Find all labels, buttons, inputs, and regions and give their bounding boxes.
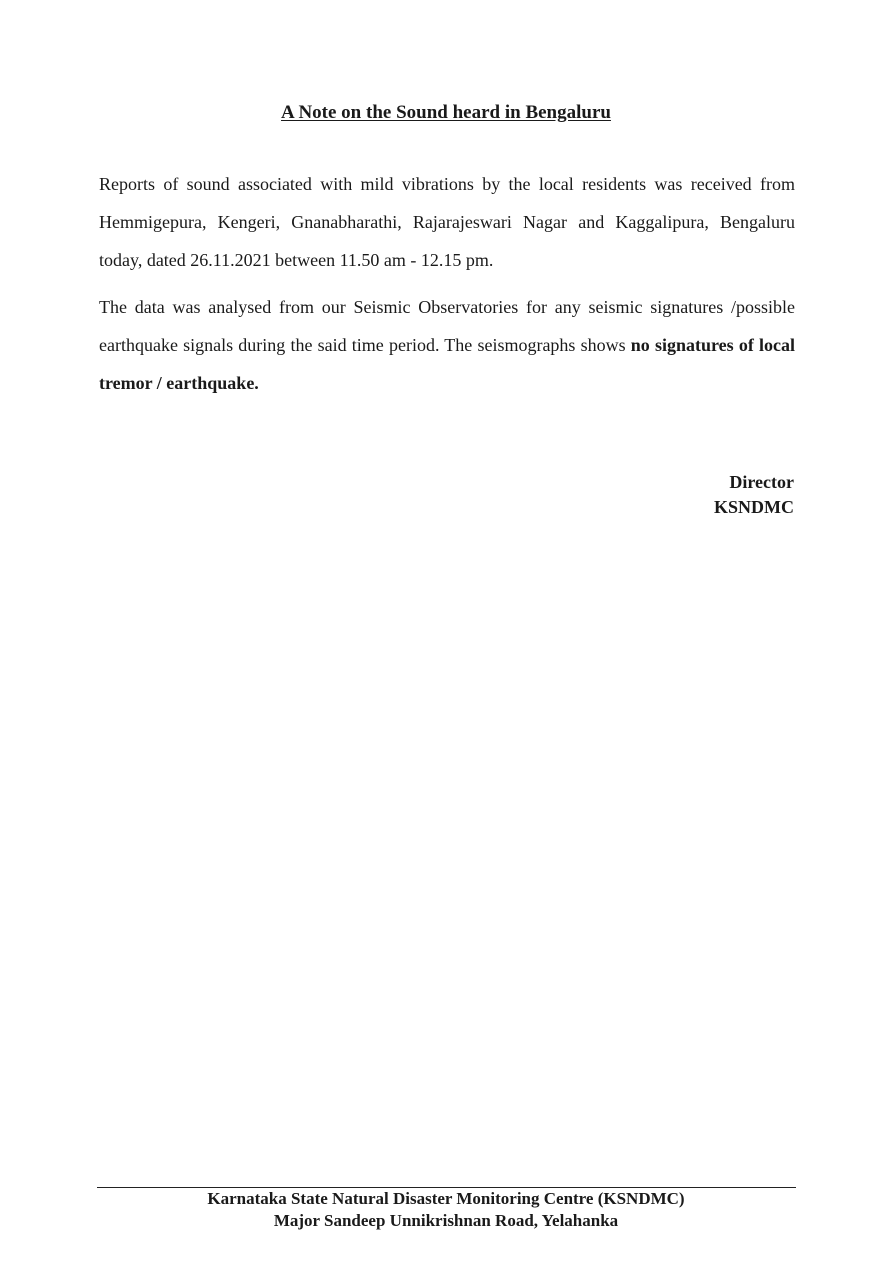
signature-block	[714, 470, 794, 520]
footer	[0, 1188, 886, 1232]
footer-address: Major Sandeep Unnikrishnan Road, Yelahanka	[273, 1211, 619, 1230]
paragraph-analysis	[99, 288, 795, 402]
paragraph-reports: Reports of sound associated with mild vibrations by the local residents was received from Hemmigepura, Kengeri, Gnanabharathi, Rajarajeswari Nagar and Kaggalipura, Bengaluru today, dated 26.11.2021 between 11.50 am - 12.15 pm.	[99, 174, 795, 270]
paragraph-analysis-conclusion: no signatures of local tremor / earthquake.	[99, 335, 795, 393]
signatory-title: Director	[729, 472, 794, 492]
paragraph-analysis-text: The data was analysed from our Seismic Observatories for any seismic signatures /possible earthquake signals during the said time period. The seismographs shows	[99, 297, 795, 355]
document-title: A Note on the Sound heard in Bengaluru	[281, 102, 611, 123]
footer-org-name: Karnataka State Natural Disaster Monitoring Centre (KSNDMC)	[207, 1189, 685, 1208]
signatory-organization: KSNDMC	[714, 497, 794, 517]
